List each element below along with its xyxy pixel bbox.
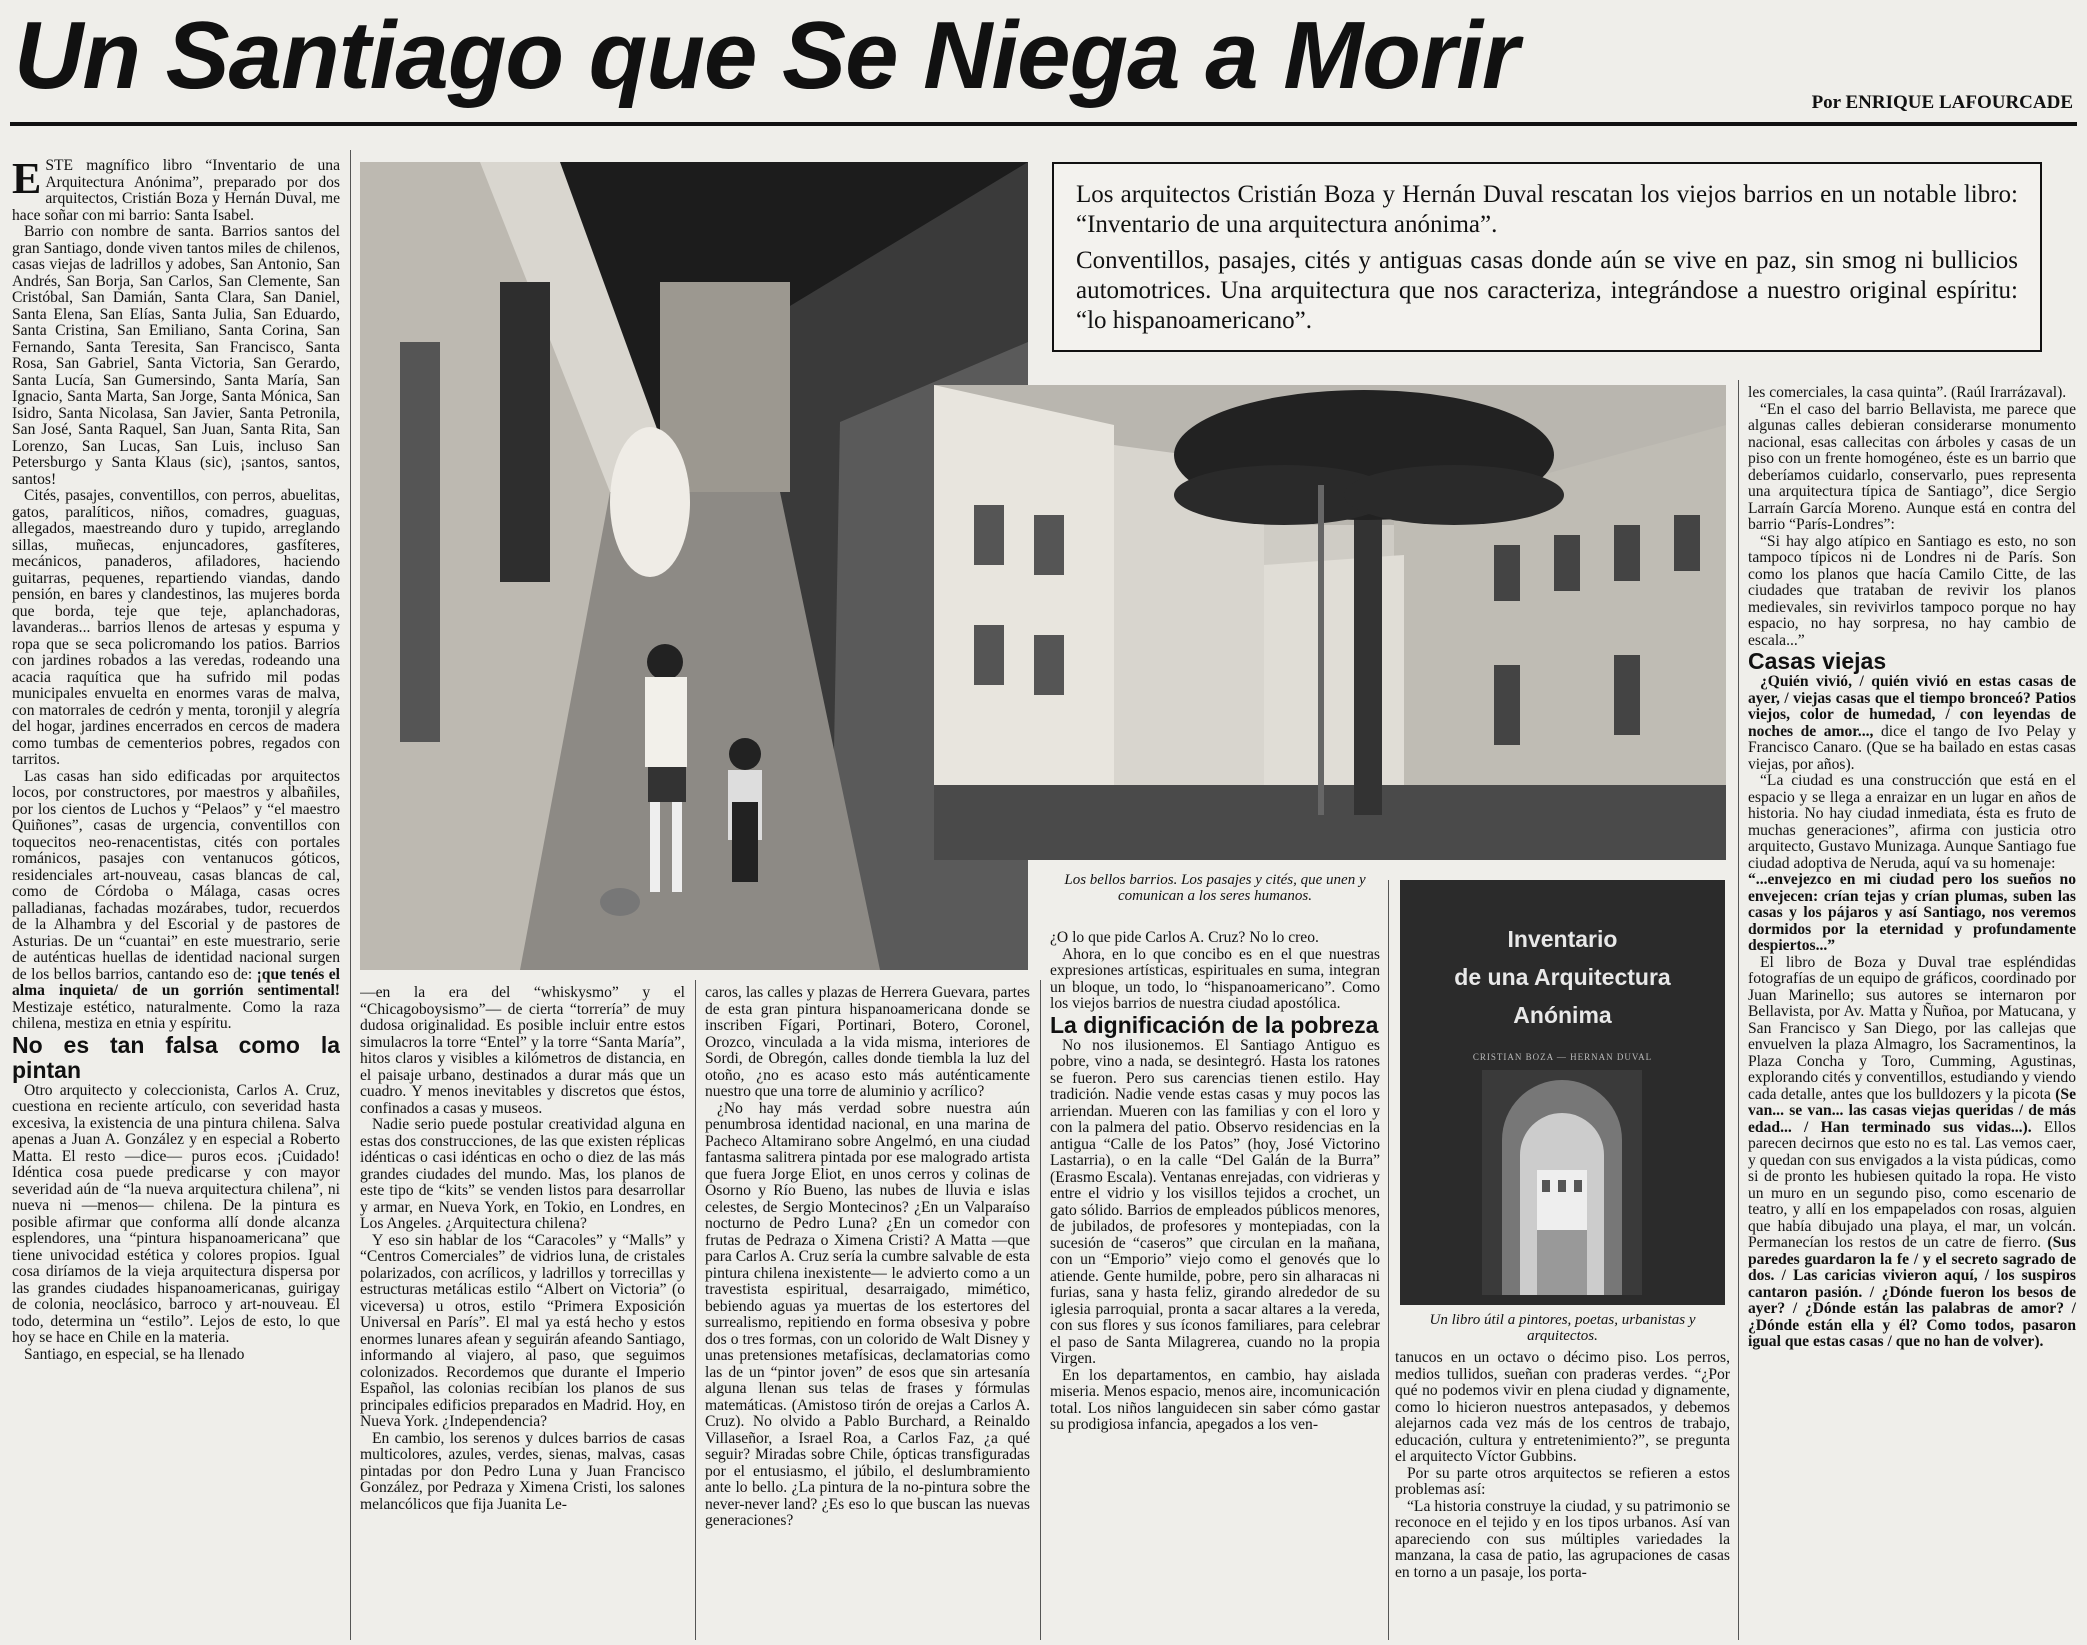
- tango-verse: (Se van... se van... las casas viejas queridas / de más edad... / Han terminado sus vidas...).: [1748, 1085, 2076, 1136]
- paragraph: [1748, 674, 2076, 773]
- intro-box: [1052, 162, 2042, 352]
- book-title-line: Anónima: [1513, 1002, 1612, 1028]
- paragraph: “En el caso del barrio Bellavista, me parece que algunas calles debieran considerarse monumento nacional, esas callecitas con árboles y casas de un piso con un frente homogéneo, éste es un barrio que deberíamos cuidarlo, conservarlo, pues representa una arquitectura típica de Santiago”, dice Sergio Larraín García Moreno. Aunque está en contra del barrio “París-Londres”:: [1748, 400, 2076, 533]
- paragraph-text: dice el tango de Ivo Pelay y Francisco Canaro. (Que se ha bailado en estas casas viejas, por años).: [1748, 722, 2076, 773]
- book-cover: [1400, 880, 1725, 1305]
- paragraph: “La historia construye la ciudad, y su patrimonio se reconoce en el tejido y en los tipos urbanos. Así van apareciendo con sus múltiples variedades la manzana, la casa de patio, las agrupaciones de casas en torno a un pasaje, los porta-: [1395, 1497, 1730, 1581]
- paragraph: En los departamentos, en cambio, hay aislada miseria. Menos espacio, menos aire, incomunicación total. Los niños languidecen sin saber cómo gastar su prodigiosa infancia, apegados a los ven-: [1050, 1366, 1380, 1433]
- book-title-line: Inventario: [1507, 926, 1618, 952]
- intro-paragraph: Los arquitectos Cristián Boza y Hernán Duval rescatan los viejos barrios en un notable libro: “Inventario de una arquitectura anónima”.: [1076, 181, 2018, 238]
- tango-verse: ¿Quién vivió, / quién vivió en estas casas de ayer, / viejas casas que el tiempo bronceó? Patios viejos, color de humedad, / con leyendas de noches de amor...,: [1748, 673, 2076, 740]
- book-title: [1400, 920, 1725, 1034]
- tango-quote: ¡que tenés el alma inquieta/ de un gorrión sentimental!: [12, 965, 340, 999]
- subhead-dignificacion: La dignificación de la pobreza: [1050, 1011, 1379, 1038]
- dropcap: E: [12, 158, 42, 203]
- paragraph: “Si hay algo atípico en Santiago es esto, no son tampoco típicos ni de Londres ni de París. Son como los planos que hacía Camilo Citte, de las ciudades que trataban de revivir los planos medievales, sin revivirlos tampoco porque no hay espacio, no hay sorpresa, no hay cambio de escala...”: [1748, 532, 2076, 649]
- paragraph: caros, las calles y plazas de Herrera Guevara, partes de esta gran pintura hispanoamericana donde se inscriben Fígari, Portinari, Botero, Coronel, Orozco, vinculada a la vida misma, interiores de Sordi, de Obregón, calles donde tiembla la luz del otoño, ¿no es acaso esto más auténticamente nuestro que una torre de aluminio y acrílico?: [705, 985, 1030, 1100]
- column-divider: [350, 150, 351, 1640]
- column-divider: [1040, 980, 1041, 1640]
- paragraph: Y eso sin hablar de los “Caracoles” y “Malls” y “Centros Comerciales” de vidrios luna, de cristales polarizados, con acrílicos, y ladrillos y torrecillas y estructuras metálicas estilo “Albert on Victoria” (o viceversa) u otros, estilo “Primera Exposición Universal en París”. El mal ya está hecho y estos enormes lunares afean y seguirán afeando Santiago, informando al viajero, al paso, que seguimos colonizados. Recordemos que durante el Imperio Español, las colonias recibían los planos de sus principales edificios preparados en Madrid. Hoy, en Nueva York. ¿Independencia?: [360, 1231, 685, 1430]
- caption-palm: Los bellos barrios. Los pasajes y cités, que unen y comunican a los seres humanos.: [1064, 872, 1366, 904]
- column-divider: [1738, 380, 1739, 1640]
- article-column-5: [1395, 1350, 1730, 1640]
- paragraph: ¿O lo que pide Carlos A. Cruz? No lo creo.: [1050, 930, 1319, 946]
- intro-paragraph: Conventillos, pasajes, cités y antiguas casas donde aún se vive en paz, sin smog ni bullicios automotrices. Una arquitectura que nos caracteriza, integrándose a nuestro original espíritu: “lo hispanoamericano”.: [1076, 247, 2018, 334]
- article-column-3: [705, 985, 1030, 1640]
- book-cover-arch-image: [1482, 1070, 1642, 1295]
- article-column-2: [360, 985, 685, 1640]
- column-divider: [695, 980, 696, 1640]
- photo-alley-image: [360, 162, 1028, 970]
- neruda-verse: “...envejezco en mi ciudad pero los sueños no envejecen: crían tejas y crían plumas, suben las casas y los pájaros y así Santiago, nos veremos dormidos por la eternidad y profundamente despiertos...”: [1748, 871, 2076, 954]
- paragraph: “La ciudad es una construcción que está en el espacio y se llega a enraizar en un lugar en años de historia. No hay ciudad inmediata, ésta es fruto de muchas generaciones”, afirma con justicia otro arquitecto, Gustavo Munizaga. Aunque Santiago fue ciudad adoptiva de Neruda, aquí va su homenaje:: [1748, 772, 2076, 872]
- photo-palm-image: [934, 385, 1726, 860]
- caption-book: Un libro útil a pintores, poetas, urbanistas y arquitectos.: [1429, 1312, 1696, 1344]
- paragraph: No nos ilusionemos. El Santiago Antiguo es pobre, vino a nada, se desintegró. Hasta los ratones se fueron. Pero sus carencias tienen estilo. Hay tradición. Nadie vende estas casas y muy pocos las arriendan. Mueren con las familias y con el loro y con la palmera del patio. Observo residencias en la antigua “Calle de los Patos” (hoy, José Victorino Lastarria), o en la calle “Del Galán de la Burra” (Erasmo Escala). Ventanas enrejadas, con vidrieras y entre el vidrio y los visillos tejidos a crochet, un gato sólido. Barrios de empleados públicos menores, de jubilados, de profesores y montepiadas, con la sucesión de “caseros” que circulan en la mañana, con un “Emporio” viejo como el genovés que lo atiende. Gente humilde, pobre, pero sin alharacas ni furias, sana y hasta feliz, girando alrededor de su iglesia parroquial, pronta a sacar altares a la vereda, con sus flores y sus íconos familiares, para celebrar el paso de Santa Milagrerea, cuando no la propia Virgen.: [1050, 1036, 1380, 1367]
- article-column-4: [1050, 930, 1380, 1640]
- header-rule: [10, 122, 2077, 126]
- photo-alley: [360, 162, 1028, 970]
- paragraph: Cités, pasajes, conventillos, con perros, abuelitas, gatos, paralíticos, niños, comadres, guaguas, allegados, maestreando duro y tupido, arreglando sillas, muñecas, enjuncadores, gasfíteres, mecánicos, panaderos, afiladores, haciendo guitarras, pequenes, repartiendo viandas, dando pensión, en bares y clandestinos, las mujeres borda que borda, teje que teje, aplanchadoras, lavanderas... barrios llenos de artesas y espuma y ropa que se seca policromando los patios. Barrios con jardines robados a las veredas, rodeando una acacia raquítica que ha sufrido mil podas municipales envuelta en enormes varas de malva, con matorrales de cedrón y menta, toronjil y alegría del hogar, jardines encerrados en cercos de madera como tumbas de cementerios pobres, regados con tarritos.: [12, 487, 340, 768]
- headline: Un Santiago que Se Niega a Morir: [14, 2, 1519, 109]
- paragraph: [1748, 955, 2076, 1351]
- column-divider: [1388, 880, 1389, 1640]
- paragraph-text: Las casas han sido edificadas por arquitectos locos, por constructores, por maestros y albañiles, por los cientos de Luchos y “Pelaos” y “el maestro Quiñones”, casas de urgencia, conventillos con toquecitos neo-renacentistas, cités con portales románicos, pasajes con ventanucos góticos, residenciales art-nouveau, casas blancas de cal, como de Córdoba o Málaga, casas ocres palladianas, fachadas mozárabes, tudor, recuerdos de la Alhambra y del Escorial y de pastores de Asturias. De un “cuantai” en este muestrario, serie de auténticas huellas de identidad nacional surgen de los bellos barrios, cantando eso de:: [12, 767, 340, 983]
- paragraph-text: Mestizaje estético, naturalmente. Como la raza chilena, mestiza en etnia y espíritu.: [12, 998, 340, 1032]
- paragraph: En cambio, los serenos y dulces barrios de casas multicolores, azules, verdes, sienas, malvas, casas pintadas por don Pedro Luna y Juan Francisco González, por Pedraza y Ximena Cristi, los salones melancólicos que fija Juanita Le-: [360, 1429, 685, 1513]
- paragraph: Santiago, en especial, se ha llenado: [24, 1345, 245, 1363]
- article-column-6: [1748, 385, 2076, 1640]
- paragraph: —en la era del “whiskysmo” y el “Chicagoboysismo”— de cierta “torrería” de muy dudosa originalidad. Es posible incluir entre estos simulacros la torre “Entel” y la torre “Santa María”, hitos claros y visibles a kilómetros de distancia, en el paisaje urbano, destinados a durar más que un cuadro. Y menos inevitables y discretos que éstos, confinados a casas y museos.: [360, 985, 685, 1117]
- paragraph: Otro arquitecto y coleccionista, Carlos A. Cruz, cuestiona en reciente artículo, con severidad hasta excesiva, la existencia de una pintura chilena. Salva apenas a Juan A. González y en especial a Roberto Matta. El resto —dice— puros ecos. ¡Cuidado! Idéntica cosa puede predicarse y con mayor severidad aún de “la nueva arquitectura chilena”, ni nueva ni —menos— chilena. De la pintura es posible afirmar que conforma allí donde alcanza esplendores, una “pintura hispanoamericana” que tiene univocidad estética y colores propios. Igual cosa diríamos de la vieja arquitectura dispersa por las grandes ciudades hispanoamericanas, guirigay de colonia, neoclásico, barroco y art-nouveau. El todo, determina un “estilo”. Lejos de esto, lo que hoy se hace en Chile en la materia.: [12, 1081, 340, 1346]
- paragraph: Por su parte otros arquitectos se refieren a estos problemas así:: [1395, 1464, 1730, 1498]
- subhead-no-es-tan-falsa: No es tan falsa como la pintan: [12, 1031, 340, 1083]
- book-title-line: de una Arquitectura: [1454, 964, 1671, 990]
- book-authors: CRISTIAN BOZA — HERNAN DUVAL: [1472, 1052, 1653, 1062]
- byline: Por ENRIQUE LAFOURCADE: [1811, 92, 2073, 113]
- paragraph: Ahora, en lo que concibo es en el que nuestras expresiones artísticas, espirituales en suma, integran un bloque, un todo, lo “hispanoamericano”. Como los viejos barrios de nuestra ciudad apostólica.: [1050, 945, 1380, 1012]
- photo-palm-courtyard: [934, 385, 1726, 860]
- paragraph: ¿No hay más verdad sobre nuestra aún penumbrosa identidad nacional, en una marina de Pacheco Altamirano sobre Angelmó, en una ciudad fantasma salitrera pintada por ese malogrado artista que fuera Jorge Eliot, en unos cerros y colinas de Osorno y Río Bueno, las nubes de lluvia e islas celestes, de Sergio Montecinos? ¿En un Valparaíso nocturno de Pedro Luna? ¿En un comedor con frutas de Pedraza o Ximena Cristi? A Matta —que para Carlos A. Cruz sería la cumbre salvable de esta pintura chilena inexistente— le advierto como a un travestista espiritual, desarraigado, mimético, bebiendo aguas ya muertas de los estertores del surrealismo, repitiendo en forma obsesiva y pobre dos o tres formas, con un colorido de Walt Disney y unas pretensiones metafísicas, declamatorias como las de un “pintor joven” de esos que sin artesanía alguna llenan sus telas de frases y fórmulas matemáticas. (Amistoso tirón de orejas a Carlos A. Cruz). No olvido a Pablo Burchard, a Reinaldo Villaseñor, a Israel Roa, a Carlos Faz, ¿a qué seguir? Miradas sobre Chile, ópticas transfiguradas por el entusiasmo, el júbilo, el deslumbramiento ante lo bello. ¿La pintura de la no-pintura sobre the never-never land? ¿Es eso lo que buscan las nuevas generaciones?: [705, 1099, 1030, 1529]
- subhead-casas-viejas: Casas viejas: [1748, 648, 1887, 674]
- paragraph-text: El libro de Boza y Duval trae espléndidas fotografías de un equipo de gráficos, coordinado por Juan Marinello; sus autores se internaron por Bellavista, por Av. Matta y Ñuñoa, por Matucana, y San Francisco y San Diego, por las callejas que envuelven la plaza Almagro, los Sacramentinos, la Plaza Concha y Toro, Cumming, Agustinas, explorando cités y conventillos, estudiando y viendo cada detalle, antes que los bulldozers y la picota: [1748, 953, 2076, 1103]
- paragraph: Barrio con nombre de santa. Barrios santos del gran Santiago, donde viven tantos miles de chilenos, casas viejas de ladrillos y adobes, San Antonio, San Andrés, San Borja, San Carlos, San Clemente, San Cristóbal, San Damián, Santa Clara, San Daniel, Santa Elena, San Elías, Santa Julia, San Eduardo, Santa Cristina, San Emiliano, Santa Corina, San Fernando, Santa Teresita, San Francisco, Santa Rosa, San Gabriel, Santa Victoria, San Gerardo, Santa Lucía, San Gumersindo, Santa María, San Ignacio, Santa Marta, San Jorge, Santa Mónica, San Isidro, Santa Nicolasa, San Javier, Santa Petronila, San José, Santa Raquel, San Juan, Santa Rita, San Lorenzo, San Lucas, San Luis, incluso San Petersburgo y Santa Klaus (sic), ¡santos, santos, santos!: [12, 223, 340, 488]
- paragraph: Nadie serio puede postular creatividad alguna en estas dos construcciones, de las que existen réplicas idénticas o casi idénticas en ocho o diez de las más grandes ciudades del mundo. Mas, los planos de este tipo de “kits” se venden listos para desarrollar y armar, en Nueva York, en Tokio, en Londres, en Los Angeles. ¿Arquitectura chilena?: [360, 1116, 685, 1232]
- paragraph-text: Ellos parecen decirnos que esto no es tal. Las vemos caer, y quedan con sus envigados a la vista púdicas, como si de pronto les hubiesen quitado la ropa. He visto un muro en un segundo piso, como escenario de teatro, y allí en los empapelados con rosas, alguien que había dibujado una playa, el mar, un volcán. Permanecían los restos de un catre de fierro.: [1748, 1118, 2076, 1251]
- paragraph: tanucos en un octavo o décimo piso. Los perros, medios tullidos, sueñan con praderas verdes. “¿Por qué no podemos vivir en plena ciudad y dignamente, como lo hicieron nuestros antepasados, y debemos alejarnos cada vez más de los centros de trabajo, educación, cultura y entretenimiento?”, se pregunta el arquitecto Víctor Gubbins.: [1395, 1350, 1730, 1465]
- paragraph: [12, 769, 340, 1033]
- article-column-1: [12, 158, 340, 1638]
- tango-verse: (Sus paredes guardaron la fe / y el secreto sagrado de dos. / Las caricias vivieron aquí, / los suspiros cantaron pasión. / ¿Dónde fueron los besos de ayer? / ¿Dónde están las palabras de amor? / ¿Dónde están ella y él? Como todos, pasaron igual que estas casas / que no han de volver).: [1748, 1234, 2076, 1350]
- paragraph: les comerciales, la casa quinta”. (Raúl Irarrázaval).: [1748, 385, 2067, 401]
- paragraph: STE magnífico libro “Inventario de una Arquitectura Anónima”, preparado por dos arquitectos, Cristián Boza y Hernán Duval, me hace soñar con mi barrio: Santa Isabel.: [12, 158, 340, 224]
